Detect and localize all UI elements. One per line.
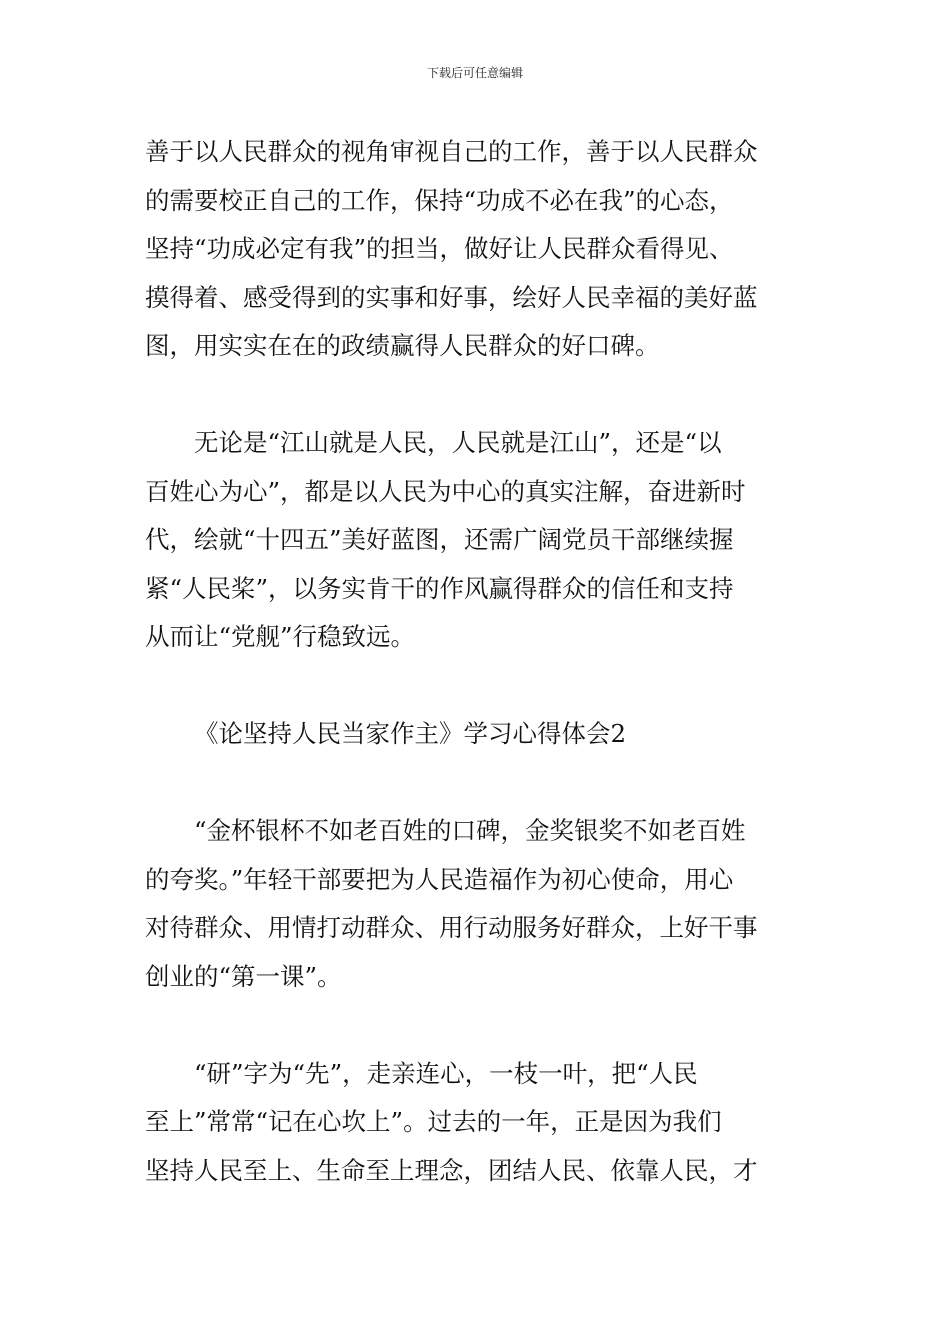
text-line: 对待群众、用情打动群众、用行动服务好群众，上好干事 [145, 913, 758, 942]
paragraph-2 [145, 419, 811, 662]
text-line: 百姓心为心”，都是以人民为中心的真实注解，奋进新时 [145, 476, 746, 506]
text-line: 创业的“第一课”。 [145, 961, 342, 991]
text-line: 的需要校正自己的工作，保持“功成不必在我”的心态， [145, 185, 734, 215]
page-header-note: 下载后可任意编辑 [426, 66, 523, 80]
text-line: 至上”常常“记在心坎上”。过去的一年，正是因为我们 [145, 1107, 722, 1136]
text-line: 的夸奖。”年轻干部要把为人民造福作为初心使命，用心 [145, 864, 734, 894]
text-line: 善于以人民群众的视角审视自己的工作，善于以人民群众 [145, 137, 758, 166]
text-line: “研”字为“先”，走亲连心，一枝一叶，把“人民 [194, 1058, 698, 1088]
text-line: 坚持“功成必定有我”的担当，做好让人民群众看得见、 [145, 234, 734, 263]
paragraph-4 [145, 1050, 811, 1196]
text-line: 摸得着、感受得到的实事和好事，绘好人民幸福的美好蓝 [145, 282, 758, 312]
text-line: 紧“人民桨”，以务实肯干的作风赢得群众的信任和支持 [145, 573, 734, 603]
paragraph-1 [145, 128, 811, 371]
document-body [145, 128, 811, 1195]
text-line: “金杯银杯不如老百姓的口碑，金奖银奖不如老百姓 [194, 816, 746, 845]
paragraph-3 [145, 807, 811, 1001]
paragraph-spacer [145, 662, 811, 711]
text-line: 从而让“党舰”行稳致远。 [145, 622, 416, 651]
text-line: 图，用实实在在的政绩赢得人民群众的好口碑。 [145, 331, 660, 360]
paragraph-spacer [145, 1001, 811, 1050]
paragraph-spacer [145, 371, 811, 420]
paragraph-spacer [145, 759, 811, 808]
text-line: 无论是“江山就是人民，人民就是江山”，还是“以 [194, 428, 722, 457]
section-heading: 《论坚持人民当家作主》学习心得体会2 [194, 719, 627, 748]
text-line: 坚持人民至上、生命至上理念，团结人民、依靠人民，才 [145, 1155, 758, 1185]
text-line: 代，绘就“十四五”美好蓝图，还需广阔党员干部继续握 [145, 525, 734, 554]
